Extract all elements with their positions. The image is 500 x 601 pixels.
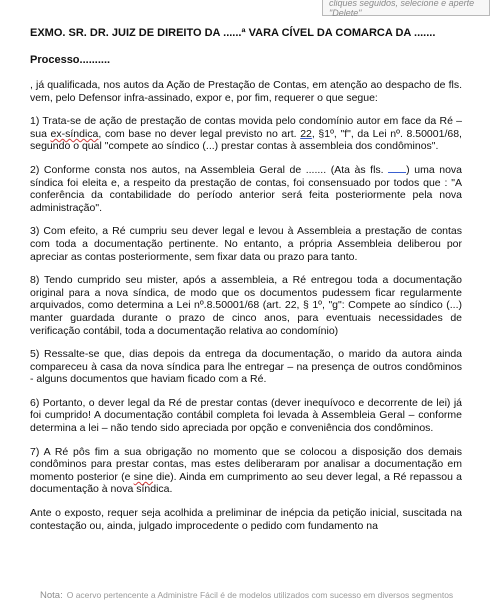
paragraph-5: 5) Ressalte-se que, dias depois da entrega da documentação, o marido da autora ainda compareceu à casa da nova síndica para lhe entregar – na presença de outros condôminos - alguns documentos que haviam ficado com a Ré.	[30, 348, 462, 386]
paragraph-conclusion: Ante o exposto, requer seja acolhida a preliminar de inépcia da petição inicial, suscitada na contestação ou, ainda, julgado improcedente o pedido com fundamento na	[30, 507, 462, 532]
document-page	[30, 27, 462, 543]
paragraph-2	[30, 164, 462, 214]
paragraph-7-text-a: 7) A Ré pôs fim a sua obrigação no momento que se colocou a disposição dos demais condôminos para prestar contas, mas estes deliberaram por analisar a documentação em momento posterior (e	[30, 445, 462, 483]
paragraph-1-text-e: , §1º, "f", da Lei nº. 8.50001/68, segundo o qual "compete ao síndico (...) prestar contas à assembleia dos condôminos".	[30, 127, 462, 153]
footer-text: O acervo pertencente a Administre Fácil é de modelos utilizados com sucesso em diversos segmentos	[66, 590, 454, 600]
spellcheck-word-ex-sindica: ex-síndica	[50, 127, 99, 140]
paragraph-1	[30, 115, 462, 153]
instruction-note-text: cliques seguidos, selecione e aperte "Delete"	[329, 0, 475, 18]
footer-note	[40, 590, 500, 601]
paragraph-8: 8) Tendo cumprido seu mister, após a assembleia, a Ré entregou toda a documentação original para a nova síndica, de modo que os documentos pudessem ficar regularmente arquivados, como determina a Lei nº.8.50001/68 (art. 22, § 1º, "g": Compete ao síndico (...) manter guardada durante o prazo de cinco anos, para eventuais necessidades de verificação contábil, toda a documentação relativa ao condomínio)	[30, 274, 462, 337]
paragraph-2-text-a: 2) Conforme consta nos autos, na Assembleia Geral de ....... (Ata às fls.	[30, 163, 389, 176]
spellcheck-word-sine: sine	[133, 470, 153, 483]
paragraph-7-text-c: die). Ainda em cumprimento ao seu dever legal, a Ré repassou a documentação à nova síndica.	[30, 470, 462, 496]
article-22-reference: 22	[300, 127, 312, 140]
paragraph-1-text-a: 1) Trata-se de ação de prestação de contas movida pelo condomínio autor em face da Ré – sua	[30, 115, 462, 140]
instruction-note-box	[322, 0, 490, 16]
paragraph-2-text-b: ) uma nova síndica foi eleita e, a respeito da prestação de contas, foi consensuado por todos que : "A conferência da contabilidade do período anterior será feita posteriormente pela nova administração".	[30, 163, 462, 214]
document-heading: EXMO. SR. DR. JUIZ DE DIREITO DA ......ª VARA CÍVEL DA COMARCA DA .......	[30, 27, 436, 39]
paragraph-3: 3) Com efeito, a Ré cumpriu seu dever legal e levou à Assembleia a prestação de contas com toda a documentação pertinente. No entanto, a própria Assembleia deliberou por apreciar as contas posteriormente, sem fixar data ou prazo para tanto.	[30, 225, 462, 263]
paragraph-1-text-c: , com base no dever legal previsto no art.	[98, 127, 301, 140]
paragraph-6: 6) Portanto, o dever legal da Ré de prestar contas (dever inequívoco e decorrente de lei) já foi cumprido! A documentação contábil completa foi levada à Assembleia Geral – conforme determina a lei – não tendo sido apreciada por opção e conveniência dos condôminos.	[30, 396, 462, 435]
paragraph-7	[30, 446, 462, 496]
processo-line: Processo..........	[30, 54, 111, 66]
footer-label: Nota:	[40, 590, 63, 601]
intro-paragraph: , já qualificada, nos autos da Ação de Prestação de Contas, em atenção ao despacho de fls. vem, pelo Defensor infra-assinado, expor e, por fim, requerer o que segue:	[30, 79, 462, 104]
blank-field	[388, 171, 406, 173]
